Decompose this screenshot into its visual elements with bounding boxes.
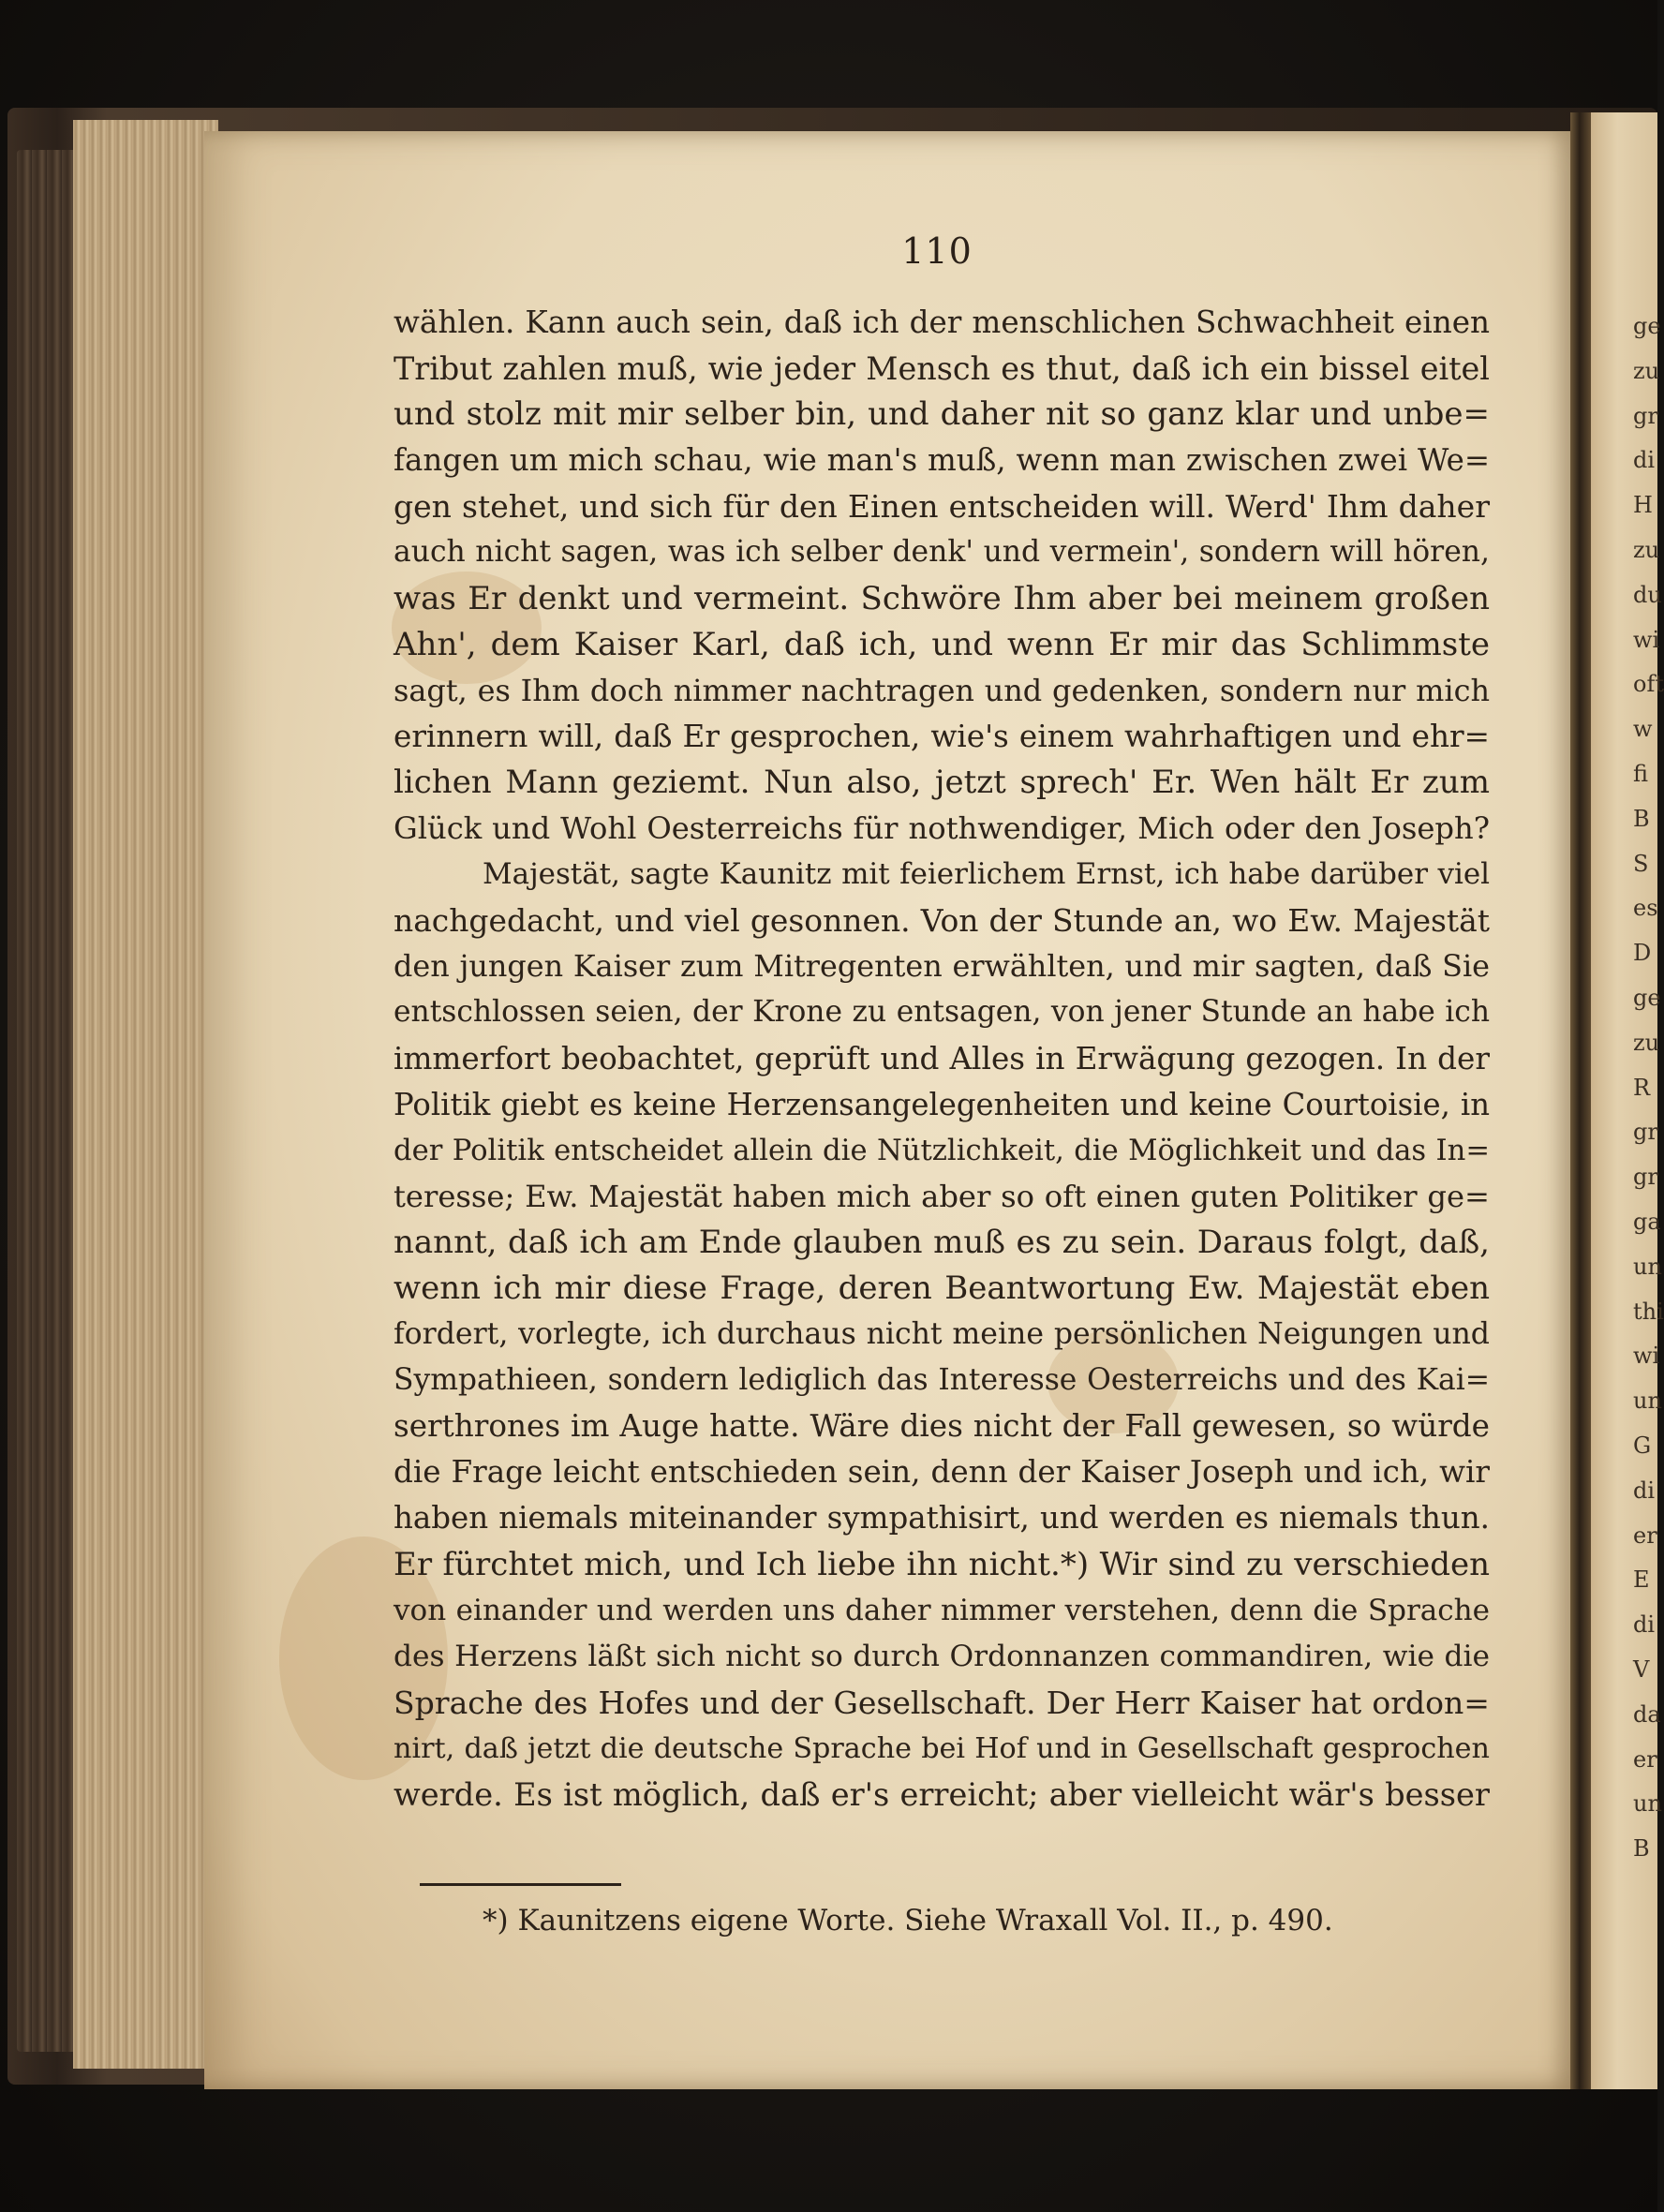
facing-text-fragment: B [1633, 1835, 1650, 1863]
facing-text-fragment: ge [1633, 984, 1661, 1011]
page-stack-edge [73, 120, 218, 2069]
facing-text-fragment: thi [1633, 1298, 1664, 1325]
facing-text-fragment: wi [1633, 1343, 1660, 1370]
page-number: 110 [901, 230, 973, 272]
text-line: Glück und Wohl Oesterreichs für nothwendiger, Mich oder den Joseph? [394, 810, 1490, 847]
text-line: des Herzens läßt sich nicht so durch Ordonnanzen commandiren, wie die [394, 1639, 1490, 1673]
facing-text-fragment: di [1633, 1611, 1656, 1639]
facing-text-fragment: zu [1633, 357, 1660, 384]
facing-text-fragment: di [1633, 1477, 1656, 1504]
facing-text-fragment: fi [1633, 760, 1649, 787]
text-line: entschlossen seien, der Krone zu entsagen, von jener Stunde an habe ich [394, 995, 1490, 1030]
facing-text-fragment: S [1633, 850, 1649, 877]
text-line: auch nicht sagen, was ich selber denk' und vermein', sondern will hören, [394, 535, 1490, 570]
facing-text-fragment: gr [1633, 1119, 1658, 1146]
text-line: den jungen Kaiser zum Mitregenten erwählten, und mir sagten, daß Sie [394, 948, 1490, 985]
facing-text-fragment: R [1633, 1074, 1651, 1101]
facing-text-fragment: ga [1633, 1208, 1661, 1235]
footnote: *) Kaunitzens eigene Worte. Siehe Wraxall Vol. II., p. 490. [483, 1904, 1333, 1937]
text-line: nannt, daß ich am Ende glauben muß es zu sein. Daraus folgt, daß, [394, 1223, 1490, 1261]
text-line: nachgedacht, und viel gesonnen. Von der Stunde an, wo Ew. Majestät [394, 902, 1490, 940]
facing-text-fragment: E [1633, 1566, 1650, 1594]
text-line: was Er denkt und vermeint. Schwöre Ihm aber bei meinem großen [394, 579, 1490, 617]
facing-text-fragment: da [1633, 1700, 1661, 1728]
text-line: die Frage leicht entschieden sein, denn der Kaiser Joseph und ich, wir [394, 1454, 1490, 1491]
facing-text-fragment: es [1633, 895, 1658, 922]
text-line: der Politik entscheidet allein die Nützlichkeit, die Möglichkeit und das In= [394, 1134, 1490, 1167]
text-line: erinnern will, daß Er gesprochen, wie's einem wahrhaftigen und ehr= [394, 718, 1490, 754]
facing-text-fragment: gr [1633, 402, 1658, 429]
text-line: werde. Es ist möglich, daß er's erreicht; aber vielleicht wär's besser [394, 1776, 1490, 1813]
facing-text-fragment: un [1633, 1790, 1662, 1818]
facing-text-fragment: zu [1633, 536, 1660, 563]
text-line: lichen Mann geziemt. Nun also, jetzt sprech' Er. Wen hält Er zum [394, 763, 1490, 801]
facing-text-fragment: un [1633, 1253, 1662, 1280]
facing-text-fragment: oft [1633, 671, 1664, 698]
body-text [394, 300, 1490, 1818]
text-line: sagt, es Ihm doch nimmer nachtragen und gedenken, sondern nur mich [394, 672, 1490, 708]
facing-text-fragment: di [1633, 447, 1656, 474]
facing-text-fragment: du [1633, 581, 1662, 608]
facing-text-fragment: D [1633, 940, 1652, 967]
text-line: Er fürchtet mich, und Ich liebe ihn nicht.*) Wir sind zu verschieden [394, 1545, 1490, 1583]
facing-text-fragment: B [1633, 805, 1650, 832]
text-line: Tribut zahlen muß, wie jeder Mensch es thut, daß ich ein bissel eitel [394, 350, 1490, 388]
facing-text-fragment: er [1633, 1745, 1657, 1773]
text-line: von einander und werden uns daher nimmer verstehen, denn die Sprache [394, 1593, 1490, 1627]
text-line: teresse; Ew. Majestät haben mich aber so oft einen guten Politiker ge= [394, 1178, 1490, 1214]
facing-text-fragment: gr [1633, 1164, 1658, 1191]
text-line: Sympathieen, sondern lediglich das Interesse Oesterreichs und des Kai= [394, 1363, 1490, 1398]
text-line: Sprache des Hofes und der Gesellschaft. Der Herr Kaiser hat ordon= [394, 1684, 1490, 1721]
text-line: und stolz mit mir selber bin, und daher nit so ganz klar und unbe= [394, 395, 1490, 434]
facing-page-text [1633, 304, 1664, 1872]
facing-text-fragment: zu [1633, 1029, 1660, 1056]
text-line: haben niemals miteinander sympathisirt, und werden es niemals thun. [394, 1500, 1490, 1537]
facing-text-fragment: V [1633, 1655, 1650, 1683]
facing-text-fragment: H [1633, 492, 1653, 519]
footnote-rule [420, 1883, 621, 1886]
page-gutter [1570, 112, 1591, 2089]
facing-text-fragment: un [1633, 1388, 1662, 1415]
facing-text-fragment: er [1633, 1522, 1657, 1549]
facing-text-fragment: ge [1633, 313, 1661, 339]
text-line: wählen. Kann auch sein, daß ich der menschlichen Schwachheit einen [394, 304, 1490, 340]
text-line: fangen um mich schau, wie man's muß, wenn man zwischen zwei We= [394, 442, 1490, 479]
text-line: gen stehet, und sich für den Einen entscheiden will. Werd' Ihm daher [394, 488, 1490, 526]
text-line: wenn ich mir diese Frage, deren Beantwortung Ew. Majestät eben [394, 1269, 1490, 1307]
text-line: nirt, daß jetzt die deutsche Sprache bei Hof und in Gesellschaft gesprochen [394, 1731, 1490, 1765]
text-line: Ahn', dem Kaiser Karl, daß ich, und wenn Er mir das Schlimmste [394, 625, 1490, 663]
facing-text-fragment: G [1633, 1432, 1652, 1459]
text-line: Majestät, sagte Kaunitz mit feierlichem Ernst, ich habe darüber viel [483, 857, 1490, 892]
facing-text-fragment: w [1633, 716, 1653, 743]
facing-text-fragment: wi [1633, 626, 1660, 653]
text-line: Politik giebt es keine Herzensangelegenheiten und keine Courtoisie, in [394, 1086, 1490, 1122]
text-line: immerfort beobachtet, geprüft und Alles in Erwägung gezogen. In der [394, 1040, 1490, 1076]
text-line: serthrones im Auge hatte. Wäre dies nicht der Fall gewesen, so würde [394, 1408, 1490, 1445]
text-line: fordert, vorlegte, ich durchaus nicht meine persönlichen Neigungen und [394, 1317, 1490, 1352]
